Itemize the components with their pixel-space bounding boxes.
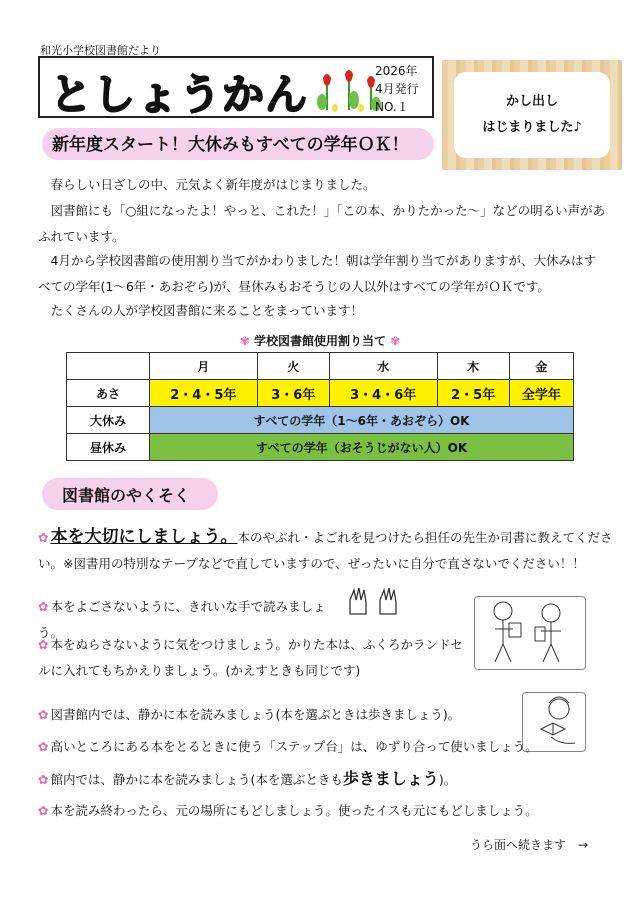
morning-mon: 2・4・5年 [150,380,258,407]
flower-bullet-icon: ✿ [38,803,49,818]
morning-wed: 3・4・6年 [329,380,437,407]
day-thu: 木 [437,353,509,380]
issue-month: 4月発行 [375,82,419,96]
flower-icon: ✾ [239,334,250,348]
morning-thu: 2・5年 [437,380,509,407]
rule-4 [38,702,518,728]
flower-bullet-icon: ✿ [38,739,49,754]
paragraph-2: 図書館にも「○組になったよ！やっと、これた！」「この本、かりたかった～」などの明るい声があふれています。 [38,203,606,244]
rule-7-text: 本を読み終わったら、元の場所にもどしましょう。使ったイスも元にもどしましょう。 [50,803,538,818]
rule-1-emphasis: 本を大切にしましょう。 [50,527,238,547]
lending-notice-board [442,60,622,170]
flower-bullet-icon: ✿ [38,772,49,787]
table-corner [67,353,150,380]
masthead [38,56,434,118]
section2-heading: 図書館のやくそく [42,478,218,510]
rule-6 [38,766,613,793]
paragraph-4: たくさんの人が学校図書館に来ることをまっています！ [38,303,364,318]
flower-bullet-icon: ✿ [38,707,49,722]
row-label-morning: あさ [67,380,150,407]
paragraph-1: 春らしい日ざしの中、元気よく新年度がはじまりました。 [38,177,376,192]
flower-bullet-icon: ✿ [38,599,49,614]
day-mon: 月 [150,353,258,380]
rule-5 [38,734,613,760]
day-wed: 水 [329,353,437,380]
school-newsletter-name: 和光小学校図書館だより [40,44,161,57]
clean-hands-icon [344,586,408,616]
rule-1 [38,524,613,577]
issue-number: NO.１ [375,100,409,114]
table-row [67,407,574,434]
rule-3-text: 本をぬらさないように気をつけましょう。かりた本は、ふくろかランドセルに入れてもちかえりましょう。(かえすときも同じです) [38,637,463,678]
section1-heading: 新年度スタート！大休みもすべての学年ＯＫ！ [42,128,434,160]
notice-line-2: はじまりました♪ [482,120,582,135]
morning-tue: 3・6年 [257,380,329,407]
lunch-break-all: すべての学年（おそうじがない人）OK [150,434,574,461]
lending-notice-card [454,72,610,158]
rule-4-text: 図書館内では、静かに本を読みましょう(本を選ぶときは歩きましょう)。 [50,707,461,722]
rule-6-text-c: )。 [438,772,457,787]
issue-info [375,62,419,116]
table-caption [0,332,640,349]
rule-6-emphasis: 歩きましょう [342,769,439,788]
flower-bullet-icon: ✿ [38,530,49,545]
table-caption-text: 学校図書館使用割り当て [253,334,386,348]
table-header-row [67,353,574,380]
rule-7 [38,798,613,824]
rule-6-text-a: 館内では、静かに本を読みましょう(本を選ぶときも [50,772,343,787]
paragraph-3: 4月から学校図書館の使用割り当てがかわりました！朝は学年割り当てがありますが、大休みはすべての学年(1～6年・あおぞら)が、昼休みもおそうじの人以外はすべての学年がＯＫです。 [38,253,596,294]
long-break-all: すべての学年（1～6年・あおぞら）OK [150,407,574,434]
flower-bullet-icon: ✿ [38,637,49,652]
day-tue: 火 [257,353,329,380]
newsletter-title: としょうかん [50,70,309,119]
continued-on-back: うら面へ続きます → [470,838,589,852]
row-label-lunch-break: 昼休み [67,434,150,461]
rule-5-text: 高いところにある本をとるときに使う「ステップ台」は、ゆずり合って使いましょう。 [50,739,538,754]
table-row [67,380,574,407]
flower-icon: ✾ [390,334,401,348]
day-fri: 金 [509,353,573,380]
notice-line-1: かし出し [505,94,558,109]
rule-1-text: 本のやぶれ・よごれを見つけたら担任の先生か司書に教えてください。※図書用の特別なテープなどで直していますので、ぜったいに自分で直さないでください！！ [38,530,613,571]
morning-fri: 全学年 [509,380,573,407]
rule-2-text: 本をよごさないように、きれいな手で読みましょう。 [38,599,326,640]
allocation-table [66,352,574,461]
table-row [67,434,574,461]
issue-year: 2026年 [375,64,418,78]
rule-3 [38,632,468,684]
row-label-long-break: 大休み [67,407,150,434]
children-carrying-bags-illustration [474,596,586,670]
